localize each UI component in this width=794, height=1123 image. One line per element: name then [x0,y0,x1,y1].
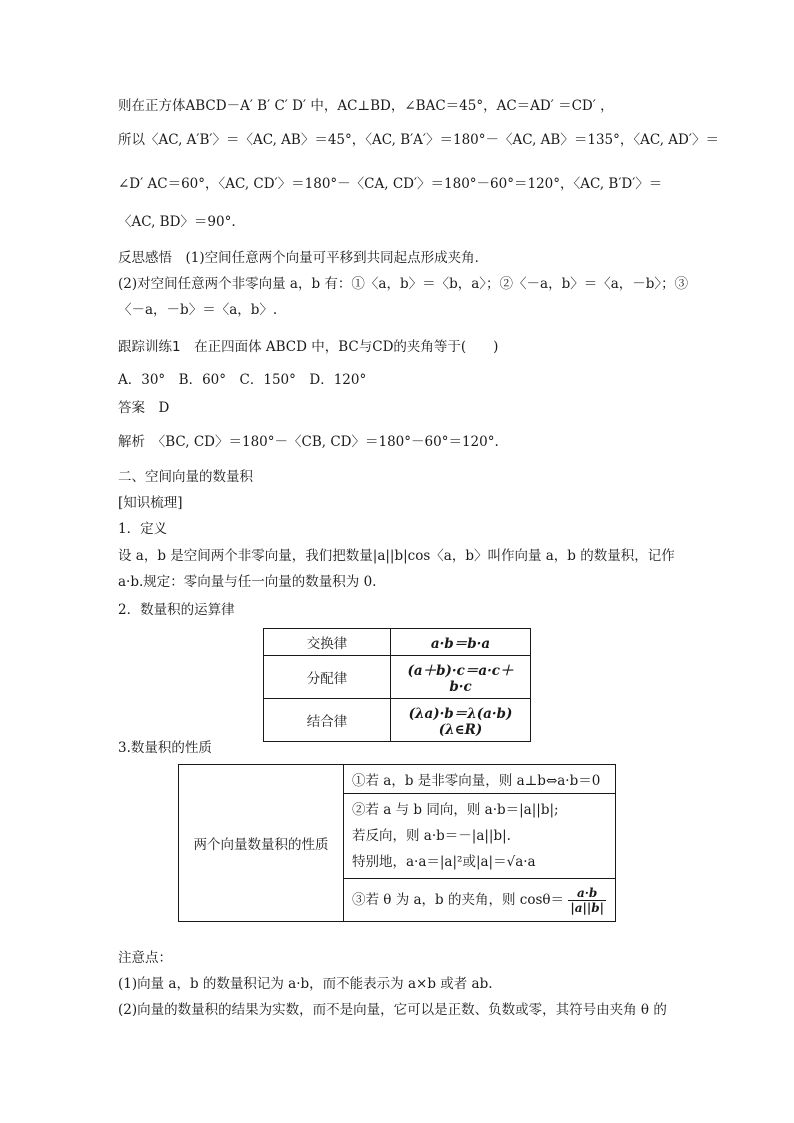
properties-label: 两个向量数量积的性质 [179,765,344,922]
answer-label: 答案 [118,400,145,416]
reflection-line-1 [118,248,488,268]
table-row [179,765,616,794]
answer-value: D [158,400,170,416]
intro-line-2 [118,130,719,150]
definition-title: 1．定义 [118,521,168,537]
property-2c: 特别地，a·a＝|a|²或|a|＝√a·a [352,854,536,870]
reflection-point-2a: (2)对空间任意两个非零向量 a，b 有：①〈a，b〉＝〈b，a〉；②〈－a，b〉＝〈a，－b〉；③ [118,276,689,292]
law-formula: (a＋b)·c＝a·c＋b·c [391,656,531,699]
intro-line-3: ∠D′ AC＝60°，〈AC, CD′〉＝180°－〈CA, CD′〉＝180°－60°＝120°，〈AC, B′D′〉＝ [118,176,663,192]
property-2b: 若反向，则 a·b＝－|a||b|. [352,828,511,844]
exercise-question: 在正四面体 ABCD 中，BC与CD的夹角等于( ) [194,339,499,355]
property-1: ①若 a，b 是非零向量，则 a⊥b⇔a·b＝0 [344,765,616,794]
laws-table [263,628,531,742]
table-row [264,699,531,742]
property-3-cell [344,879,616,922]
law-name: 结合律 [264,699,391,742]
reflection-title: 反思感悟 [118,250,172,266]
fraction-denominator: |a||b| [570,900,604,915]
analysis-text: 〈BC, CD〉＝180°－〈CB, CD〉＝180°－60°＝120°. [158,434,499,450]
reflection-point-1: (1)空间任意两个向量可平移到共同起点形成夹角． [185,250,489,266]
exercise-title: 跟踪训练1 [118,339,181,355]
reflection-point-2b: 〈－a，－b〉＝〈a，b〉. [118,302,278,318]
cos-fraction [568,886,606,915]
intro-line-4: 〈AC, BD〉＝90°. [118,214,236,230]
exercise-question-line [118,337,498,357]
intro-line-2-prefix: 所以 [118,132,145,148]
note-1: (1)向量 a，b 的数量积记为 a·b，而不能表示为 a×b 或者 ab. [118,976,493,992]
laws-title: 2．数量积的运算律 [118,602,235,618]
analysis-label: 解析 [118,434,145,450]
exercise-options: A．30° B．60° C．150° D．120° [118,372,367,388]
property-2-cell [344,794,616,879]
law-name: 交换律 [264,629,391,656]
notes-title: 注意点： [118,950,172,966]
intro-line-1: 则在正方体ABCD－A′ B′ C′ D′ 中，AC⊥BD，∠BAC＝45°，AC＝AD′ ＝CD′ ， [118,98,614,114]
law-formula: a·b＝b·a [391,629,531,656]
definition-line-1: 设 a，b 是空间两个非零向量，我们把数量|a||b|cos〈a，b〉叫作向量 a，b 的数量积，记作 [118,548,675,564]
knowledge-label: [知识梳理] [118,495,183,511]
note-2: (2)向量的数量积的结果为实数，而不是向量，它可以是正数、负数或零，其符号由夹角 θ 的 [118,1002,667,1018]
law-formula: (λa)·b＝λ(a·b)(λ∈R) [391,699,531,742]
table-row [264,629,531,656]
properties-table [178,764,616,922]
exercise-analysis-line [118,432,499,452]
intro-line-2-body: 〈AC, A′B′〉＝〈AC, AB〉＝45°，〈AC, B′A′〉＝180°－〈AC, AB〉＝135°，〈AC, AD′〉＝ [145,132,719,148]
fraction-numerator: a·b [568,886,606,901]
properties-title: 3.数量积的性质 [118,740,212,756]
property-2a: ②若 a 与 b 同向，则 a·b＝|a||b|; [352,802,559,818]
property-3: ③若 θ 为 a，b 的夹角，则 cosθ＝ [352,891,565,908]
law-name: 分配律 [264,656,391,699]
section-heading: 二、空间向量的数量积 [118,469,253,485]
definition-line-2: a·b.规定：零向量与任一向量的数量积为 0. [118,574,377,590]
table-row [264,656,531,699]
exercise-answer-line [118,398,169,418]
